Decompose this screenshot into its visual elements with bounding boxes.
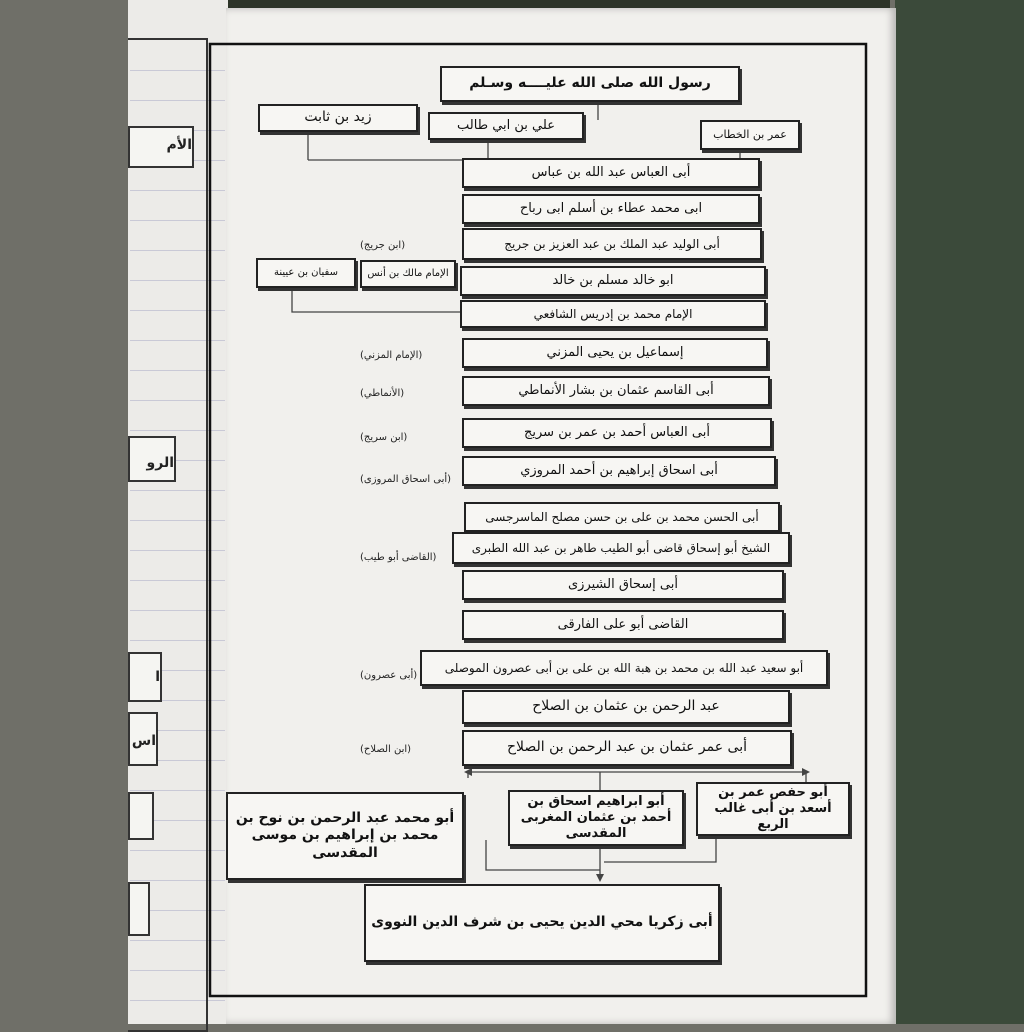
chain-box-ibn-asrun: أبو سعيد عبد الله بن محمد بن هبة الله بن على بن أبى عصرون الموصلى — [420, 650, 828, 686]
alias-muzani: (الإمام المزني) — [360, 350, 423, 361]
chain-box-fariqi: القاضى أبو على الفارقى — [462, 610, 784, 640]
alias-ibn-surayj: (ابن سريج) — [360, 432, 408, 443]
chain-box-ibn-salah: أبى عمر عثمان بن عبد الرحمن بن الصلاح — [462, 730, 792, 766]
chain-box-shafii: الإمام محمد بن إدريس الشافعي — [460, 300, 766, 328]
chain-box-nawawi: أبى زكريا محي الدين يحيى بن شرف الدين النووى — [364, 884, 720, 962]
chain-box-muslim-khalid: ابو خالد مسلم بن خالد — [460, 266, 766, 296]
left-page-text-3: ا — [155, 669, 160, 685]
chain-box-masarjisi: أبى الحسن محمد بن على بن حسن مصلح الماسرجسى — [464, 502, 780, 532]
chain-box-anmati: أبى القاسم عثمان بن بشار الأنماطي — [462, 376, 770, 406]
chain-box-ibn-abbas: أبى العباس عبد الله بن عباس — [462, 158, 760, 188]
arrow-down — [596, 874, 604, 882]
left-page-text-2: الرو — [146, 455, 174, 471]
chain-box-abu-hafs: أبو حفص عمر بن أسعد بن أبى غالب الربع — [696, 782, 850, 836]
chain-box-maghribi: أبو ابراهيم اسحاق بن أحمد بن عثمان المغربى المقدسى — [508, 790, 684, 846]
alias-ibn-asrun: (أبى عصرون) — [360, 670, 418, 681]
alias-ibn-jurayj: (ابن جريج) — [360, 240, 406, 251]
chain-box-malik: الإمام مالك بن أنس — [360, 260, 456, 288]
chain-box-ata: ابى محمد عطاء بن أسلم ابى رباح — [462, 194, 760, 224]
alias-anmati: (الأنماطي) — [360, 388, 405, 399]
chain-box-prophet: رسول الله صلى الله عليــــه وسـلم — [440, 66, 740, 102]
chain-box-shirazi: أبى إسحاق الشيرزى — [462, 570, 784, 600]
chain-box-zayd: زيد بن ثابت — [258, 104, 418, 132]
chain-box-abd-rahman: عبد الرحمن بن عثمان بن الصلاح — [462, 690, 790, 724]
wire-malik-join — [292, 290, 460, 312]
chain-box-tabari: الشيخ أبو إسحاق قاضى أبو الطيب طاهر بن عبد الله الطبرى — [452, 532, 790, 564]
chain-box-marwazi: أبى اسحاق إبراهيم بن أحمد المروزي — [462, 456, 776, 486]
chain-box-sufyan: سفيان بن عيينة — [256, 258, 356, 288]
chain-box-ibn-jurayj: أبى الوليد عبد الملك بن عبد العزيز بن جريج — [462, 228, 762, 260]
chain-box-muzani: إسماعيل بن يحيى المزني — [462, 338, 768, 368]
chain-box-ali: علي بن ابي طالب — [428, 112, 584, 140]
chain-box-umar: عمر بن الخطاب — [700, 120, 800, 150]
alias-ibn-salah: (ابن الصلاح) — [360, 744, 412, 755]
left-page-text-1: الأم — [166, 137, 192, 153]
chain-box-maqdisi: أبو محمد عبد الرحمن بن نوح بن محمد بن إبراهيم بن موسى المقدسى — [226, 792, 464, 880]
left-page-text-4: اس — [131, 733, 156, 749]
alias-marwazi: (أبى اسحاق المروزى) — [360, 474, 452, 485]
chain-box-ibn-surayj: أبى العباس أحمد بن عمر بن سريج — [462, 418, 772, 448]
alias-tabari: (القاضى أبو طيب) — [360, 552, 437, 563]
